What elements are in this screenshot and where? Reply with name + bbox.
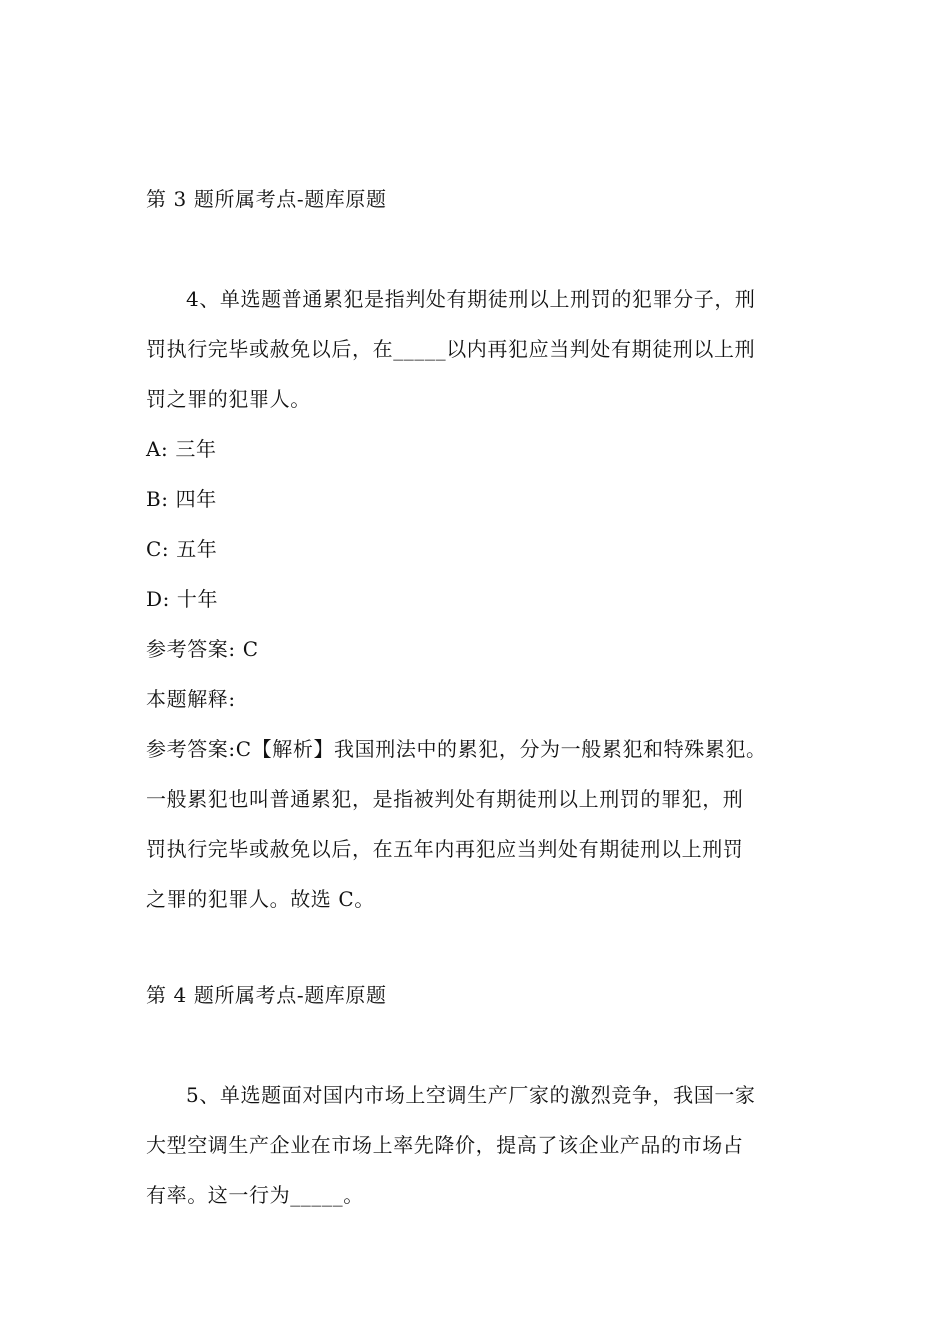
q4-option-d: D: 十年	[146, 587, 219, 611]
q4-stem-line-1: 4、单选题普通累犯是指判处有期徒刑以上刑罚的犯罪分子，刑	[186, 287, 756, 311]
q5-stem-line-3: 有率。这一行为_____。	[146, 1183, 364, 1207]
q4-explanation-line-1: 参考答案:C【解析】我国刑法中的累犯，分为一般累犯和特殊累犯。	[146, 737, 767, 761]
q3-source-label: 第 3 题所属考点-题库原题	[146, 187, 387, 211]
q4-option-b: B: 四年	[146, 487, 217, 511]
q4-option-c: C: 五年	[146, 537, 218, 561]
q4-source-label: 第 4 题所属考点-题库原题	[146, 983, 387, 1007]
q4-explanation-line-4: 之罪的犯罪人。故选 C。	[146, 887, 375, 911]
q4-stem-line-2: 罚执行完毕或赦免以后，在_____以内再犯应当判处有期徒刑以上刑	[146, 337, 756, 361]
q5-stem-line-1: 5、单选题面对国内市场上空调生产厂家的激烈竞争，我国一家	[186, 1083, 756, 1107]
q5-stem-line-2: 大型空调生产企业在市场上率先降价，提高了该企业产品的市场占	[146, 1133, 744, 1157]
q4-explanation-label: 本题解释:	[146, 687, 236, 711]
q4-option-a: A: 三年	[146, 437, 217, 461]
q4-stem-line-3: 罚之罪的犯罪人。	[146, 387, 311, 411]
q4-answer: 参考答案: C	[146, 637, 259, 661]
q4-explanation-line-3: 罚执行完毕或赦免以后，在五年内再犯应当判处有期徒刑以上刑罚	[146, 837, 744, 861]
q4-explanation-line-2: 一般累犯也叫普通累犯，是指被判处有期徒刑以上刑罚的罪犯，刑	[146, 787, 744, 811]
